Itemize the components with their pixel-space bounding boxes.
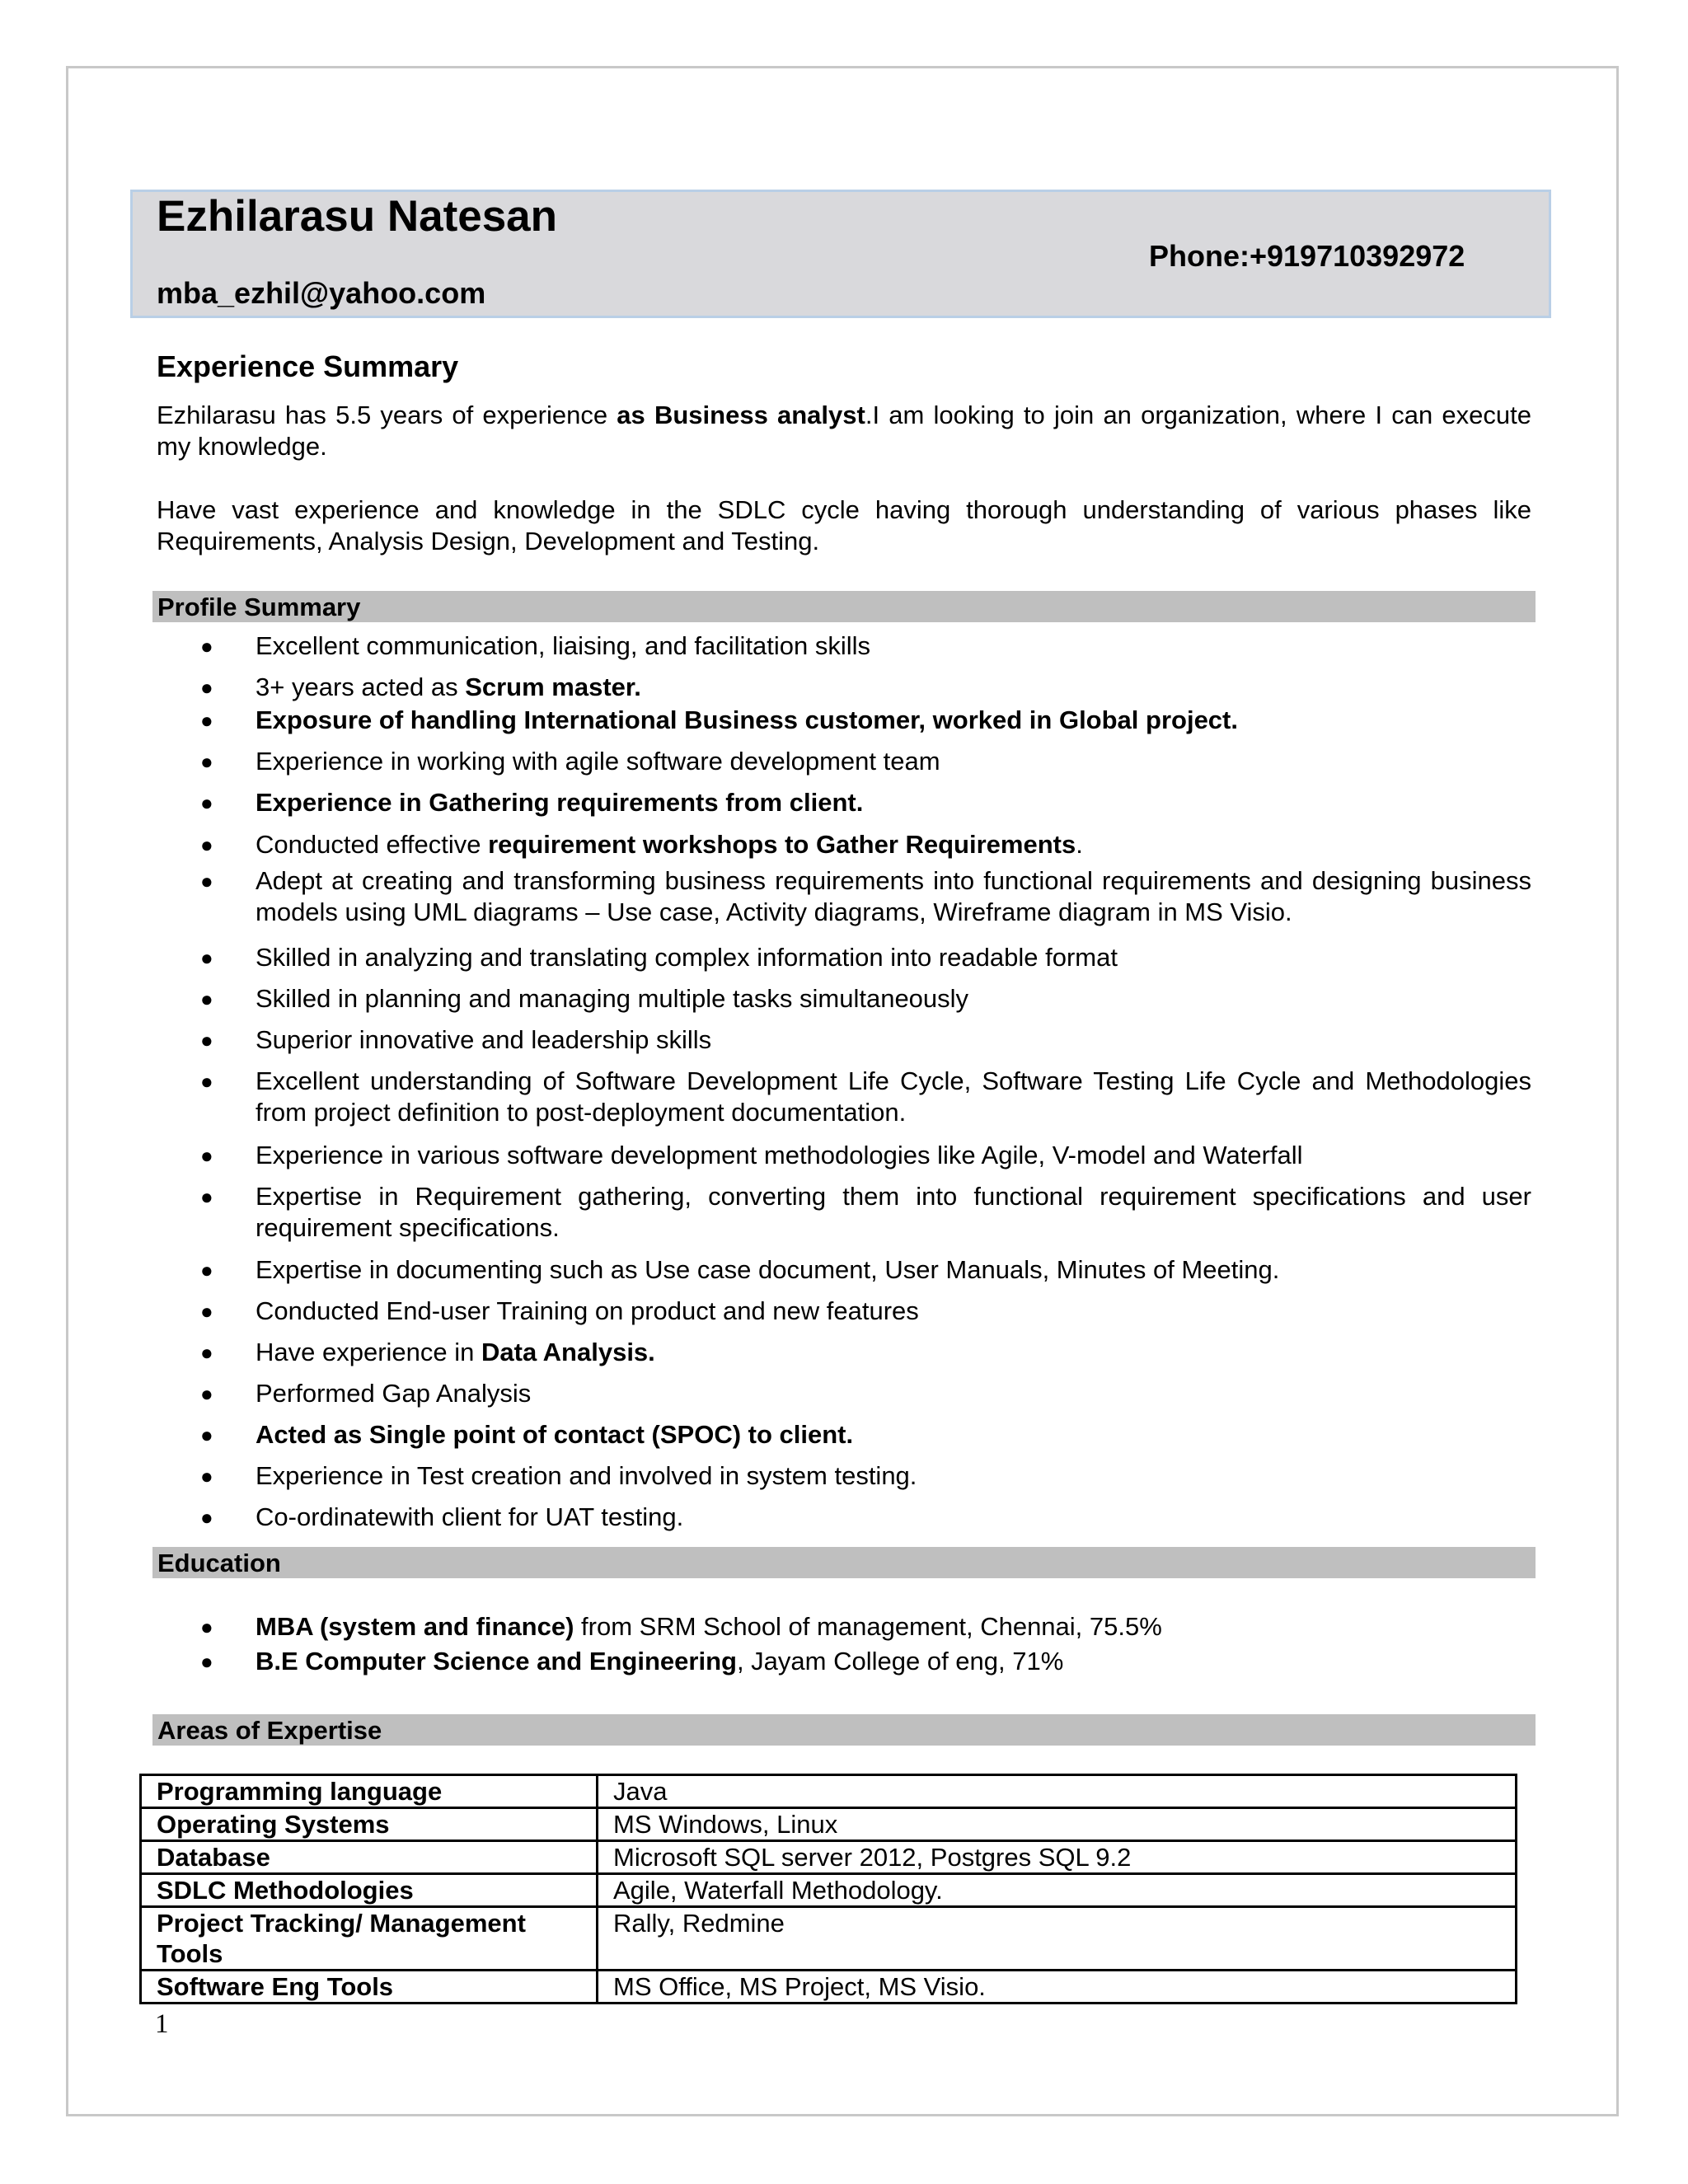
profile-item-text: 3+ years acted as [256,673,466,701]
profile-item [256,1024,1531,1056]
expertise-key: SDLC Methodologies [141,1874,598,1907]
experience-summary-title: Experience Summary [157,349,459,383]
education-bar [152,1547,1536,1578]
profile-item [256,1254,1531,1286]
education-details: from SRM School of management, Chennai, 75.5% [574,1612,1162,1641]
profile-item [256,787,1531,818]
summary-p1-role: as Business analyst [617,401,865,429]
expertise-value: MS Office, MS Project, MS Visio. [598,1971,1517,2004]
expertise-value: Microsoft SQL server 2012, Postgres SQL 9.2 [598,1841,1517,1874]
profile-item-bold: Exposure of handling International Business customer, worked in Global project. [256,705,1238,734]
bullet-icon: ● [200,675,213,700]
expertise-title: Areas of Expertise [157,1716,382,1745]
bullet-icon: ● [200,1258,213,1282]
experience-summary-paragraph-2: Have vast experience and knowledge in the SDLC cycle having thorough understanding of various phases like Requirements, Analysis Design, Development and Testing. [157,495,1531,555]
expertise-key: Operating Systems [141,1808,598,1841]
bullet-icon: ● [200,945,213,970]
profile-item [256,1378,1531,1409]
profile-item [256,1140,1531,1171]
expertise-key: Software Eng Tools [141,1971,598,2004]
bullet-icon: ● [200,1381,213,1406]
education-degree: MBA (system and finance) [256,1612,574,1641]
candidate-name: Ezhilarasu Natesan [157,192,558,241]
profile-item [256,1502,1531,1533]
profile-item-text: Superior innovative and leadership skills [256,1025,712,1054]
summary-p1-text-a: Ezhilarasu has 5.5 years of experience [157,401,617,429]
bullet-icon: ● [200,1505,213,1530]
profile-item [256,829,1531,860]
expertise-key: Database [141,1841,598,1874]
profile-item-text: Have experience in [256,1338,481,1366]
profile-item [256,1337,1531,1368]
summary-p1-text-c: .I am looking to join an organization, where I can execute my knowledge. [157,401,1531,461]
expertise-value: Java [598,1775,1517,1808]
profile-item-text: Skilled in analyzing and translating complex information into readable format [256,943,1118,972]
bullet-icon: ● [200,1340,213,1365]
table-row [141,1907,1517,1971]
education-details: , Jayam College of eng, 71% [736,1647,1064,1675]
bullet-icon: ● [200,1422,213,1447]
profile-item [256,630,1531,662]
profile-item-text: Expertise in Requirement gathering, converting them into functional requirement specifications and user requirement specifications. [256,1182,1531,1242]
profile-item-bold: Scrum master. [465,673,641,701]
profile-item [256,1460,1531,1492]
profile-item-text: Experience in working with agile software development team [256,747,940,776]
profile-item-text: Conducted End-user Training on product and new features [256,1296,919,1325]
bullet-icon: ● [200,790,213,815]
education-item [256,1646,1531,1677]
profile-item-text: Expertise in documenting such as Use case document, User Manuals, Minutes of Meeting. [256,1255,1280,1284]
experience-summary-paragraph-1 [157,400,1531,462]
education-item [256,1611,1531,1643]
profile-item [256,865,1531,928]
profile-item [256,1419,1531,1451]
profile-item-bold: Experience in Gathering requirements from client. [256,788,864,817]
profile-item-text: Experience in various software development methodologies like Agile, V-model and Waterfall [256,1141,1303,1169]
expertise-table [139,1774,1517,2004]
profile-item [256,705,1531,736]
profile-item-text: Adept at creating and transforming business requirements into functional requirements and designing business models using UML diagrams – Use case, Activity diagrams, Wireframe diagram in MS Visio. [256,866,1531,926]
table-row [141,1971,1517,2004]
education-title: Education [157,1549,281,1577]
bullet-icon: ● [200,634,213,658]
page-number: 1 [155,2009,169,2039]
expertise-bar [152,1714,1536,1746]
expertise-value: MS Windows, Linux [598,1808,1517,1841]
profile-item-text: Co-ordinatewith client for UAT testing. [256,1502,684,1531]
expertise-key: Project Tracking/ Management Tools [141,1907,598,1971]
profile-item [256,672,1531,703]
bullet-icon: ● [200,1464,213,1488]
bullet-icon: ● [200,1069,213,1094]
profile-item [256,1181,1531,1244]
profile-item-text: Excellent communication, liaising, and facilitation skills [256,631,871,660]
bullet-icon: ● [200,832,213,857]
bullet-icon: ● [200,1184,213,1209]
education-degree: B.E Computer Science and Engineering [256,1647,737,1675]
profile-summary-bar [152,591,1536,622]
phone-number: Phone:+919710392972 [1149,239,1465,273]
table-row [141,1808,1517,1841]
profile-item [256,942,1531,973]
bullet-icon: ● [200,1143,213,1168]
bullet-icon: ● [200,749,213,774]
expertise-value: Agile, Waterfall Methodology. [598,1874,1517,1907]
profile-item-text: Conducted effective [256,830,489,859]
profile-item-text: Skilled in planning and managing multiple tasks simultaneously [256,984,969,1013]
profile-item-text: Excellent understanding of Software Development Life Cycle, Software Testing Life Cycle and Methodologies from project definition to post-deployment documentation. [256,1066,1531,1127]
profile-summary-title: Profile Summary [157,593,361,621]
bullet-icon: ● [200,708,213,733]
profile-item [256,1296,1531,1327]
profile-item-suffix: . [1076,830,1083,859]
bullet-icon: ● [200,1615,213,1639]
expertise-key: Programming language [141,1775,598,1808]
bullet-icon: ● [200,1649,213,1674]
profile-item-text: Performed Gap Analysis [256,1379,532,1408]
expertise-value: Rally, Redmine [598,1907,1517,1971]
profile-item-bold: Acted as Single point of contact (SPOC) to client. [256,1420,854,1449]
email-address: mba_ezhil@yahoo.com [157,276,486,310]
table-row [141,1775,1517,1808]
profile-item-text: Experience in Test creation and involved in system testing. [256,1461,917,1490]
profile-item [256,983,1531,1015]
bullet-icon: ● [200,1028,213,1052]
bullet-icon: ● [200,1299,213,1324]
table-row [141,1841,1517,1874]
table-row [141,1874,1517,1907]
profile-item [256,1066,1531,1128]
profile-item-bold: Data Analysis. [481,1338,655,1366]
profile-item-bold: requirement workshops to Gather Requirements [488,830,1076,859]
bullet-icon: ● [200,987,213,1011]
profile-item [256,746,1531,777]
bullet-icon: ● [200,869,213,893]
